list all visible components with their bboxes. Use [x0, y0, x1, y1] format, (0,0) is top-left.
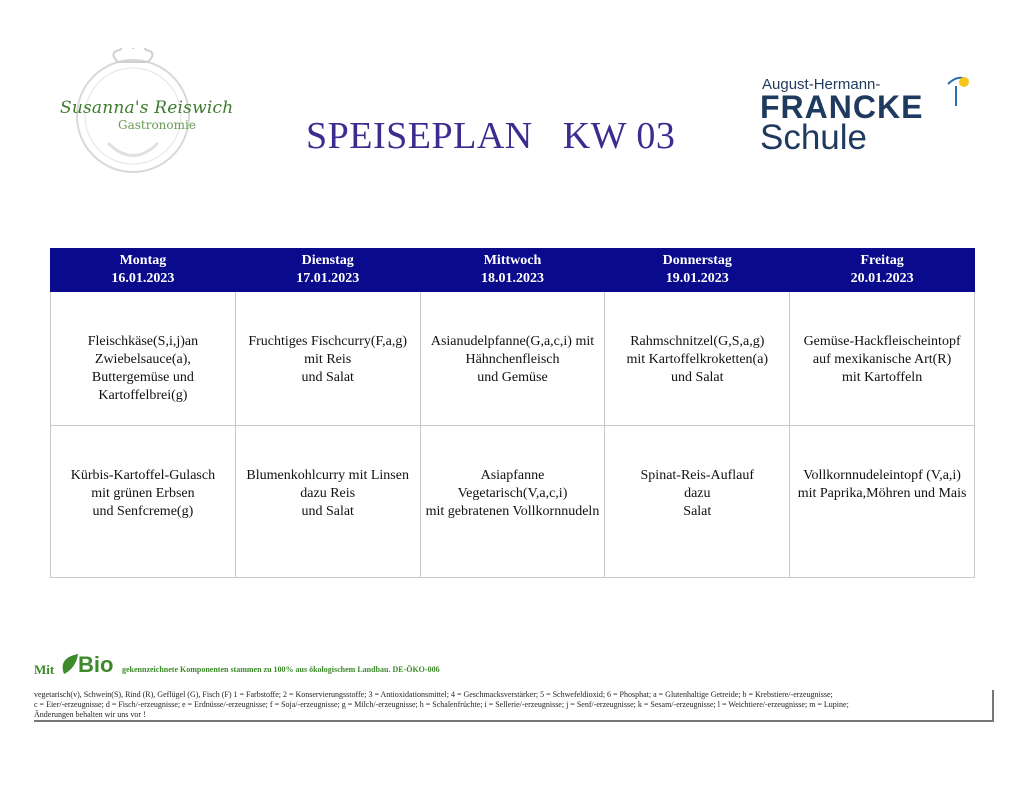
meal-cell: Asiapfanne Vegetarisch(V,a,c,i) mit gebratenen Vollkornnudeln [420, 426, 605, 578]
school-logo [760, 76, 980, 166]
day-header-row [51, 249, 975, 292]
caterer-subtitle: Gastronomie [118, 118, 196, 132]
bio-leaf-logo-icon [54, 650, 124, 680]
day-header-wednesday [420, 249, 605, 292]
day-header-friday [790, 249, 975, 292]
meal-cell: Asianudelpfanne(G,a,c,i) mit Hähnchenfleisch und Gemüse [420, 292, 605, 426]
day-date: 19.01.2023 [665, 271, 729, 286]
day-date: 17.01.2023 [296, 271, 360, 286]
meal-cell: Spinat-Reis-Auflauf dazu Salat [605, 426, 790, 578]
meal-cell: Fleischkäse(S,i,j)an Zwiebelsauce(a), Buttergemüse und Kartoffelbrei(g) [51, 292, 236, 426]
day-name: Donnerstag [662, 253, 732, 268]
day-date: 16.01.2023 [111, 271, 175, 286]
day-date: 18.01.2023 [480, 271, 544, 286]
day-name: Montag [119, 253, 167, 268]
day-name: Dienstag [301, 253, 354, 268]
bio-note [34, 654, 634, 680]
bio-text: gekennzeichnete Komponenten stammen zu 100% aus ökologischem Landbau. DE-ÖKO-006 [122, 665, 440, 674]
day-name: Mittwoch [483, 253, 542, 268]
menu-row-1 [51, 292, 975, 426]
meal-cell: Blumenkohlcurry mit Linsen dazu Reis und Salat [235, 426, 420, 578]
francke-star-icon [942, 74, 972, 108]
meal-cell: Kürbis-Kartoffel-Gulasch mit grünen Erbsen und Senfcreme(g) [51, 426, 236, 578]
caterer-brand-name: Susanna's Reiswich [60, 98, 234, 118]
page-title: SPEISEPLAN KW 03 [306, 115, 676, 157]
bio-logo-text: Bio [78, 652, 114, 677]
day-header-thursday [605, 249, 790, 292]
day-header-tuesday [235, 249, 420, 292]
bio-prefix: Mit [34, 662, 55, 677]
school-logo-line2: FRANCKE [760, 89, 924, 125]
day-header-monday [51, 249, 236, 292]
meal-cell: Gemüse-Hackfleischeintopf auf mexikanische Art(R) mit Kartoffeln [790, 292, 975, 426]
school-logo-line3: Schule [760, 118, 868, 157]
meal-cell: Rahmschnitzel(G,S,a,g) mit Kartoffelkroketten(a) und Salat [605, 292, 790, 426]
allergen-legend [34, 690, 994, 722]
menu-row-2 [51, 426, 975, 578]
school-logo-line1: August-Hermann- [762, 76, 881, 93]
meal-cell: Fruchtiges Fischcurry(F,a,g) mit Reis und Salat [235, 292, 420, 426]
day-name: Freitag [860, 253, 904, 268]
menu-table [50, 248, 975, 578]
caterer-logo [60, 48, 234, 178]
legend-line-1: vegetarisch(v), Schwein(S), Rind (R), Geflügel (G), Fisch (F) 1 = Farbstoffe; 2 = Konservierungsstoffe; 3 = Antioxidationsmittel; 4 = Geschmacksverstärker; 5 = Schwefeldioxid; 6 = Phosphat; a = Glutenhaltige Getreide; b = Krebstiere/-erzeugnisse; [34, 690, 833, 699]
meal-cell: Vollkornnudeleintopf (V,a,i) mit Paprika,Möhren und Mais [790, 426, 975, 578]
day-date: 20.01.2023 [850, 271, 914, 286]
legend-line-2: c = Eier/-erzeugnisse; d = Fisch/-erzeugnisse; e = Erdnüsse/-erzeugnisse; f = Soja/-erzeugnisse; g = Milch/-erzeugnisse; h = Schalenfrüchte; i = Sellerie/-erzeugnisse; j = Senf/-erzeugnisse; k = Sesam/-erzeugnisse; l = Weichtiere/-erzeugnisse; m = Lupine; [34, 700, 849, 709]
legend-line-3: Änderungen behalten wir uns vor ! [34, 710, 146, 719]
